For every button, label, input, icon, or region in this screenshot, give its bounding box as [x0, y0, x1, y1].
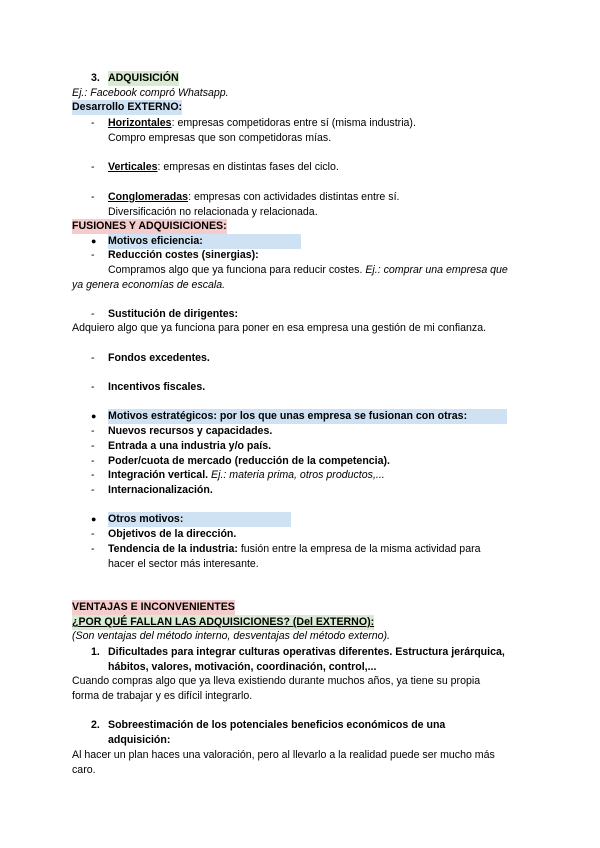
sinergias-line: [108, 263, 508, 278]
dash-marker: -: [91, 455, 95, 467]
heading-fusiones: FUSIONES Y ADQUISICIONES:: [72, 220, 227, 232]
heading-otros-motivos: Otros motivos:: [108, 512, 291, 527]
list-item-verticales: [108, 160, 339, 175]
point-number: 2.: [91, 719, 100, 731]
sinergias-title: Reducción costes (sinergias):: [108, 249, 259, 261]
dash-marker: -: [91, 543, 95, 555]
heading-motivos-estrategicos: Motivos estratégicos: por los que unas empresa se fusionan con otras:: [108, 409, 507, 424]
integracion-example: Ej.: materia prima, otros productos,...: [211, 469, 385, 481]
dash-marker: -: [91, 352, 95, 364]
list-item-horizontales: [108, 116, 416, 131]
dash-marker: -: [91, 161, 95, 173]
heading-por-que-fallan: ¿POR QUÉ FALLAN LAS ADQUISICIONES? (Del EXTERNO):: [72, 616, 375, 628]
point-1-text-continuation: forma de trabajar y es difícil integrarlo.: [72, 690, 253, 702]
point-2-text: Al hacer un plan haces una valoración, pero al llevarlo a la realidad puede ser mucho más: [72, 749, 495, 761]
dash-marker: -: [91, 469, 95, 481]
sinergias-example: Ej.: comprar una empresa que: [365, 264, 508, 276]
section-title: ADQUISICIÓN: [108, 72, 179, 84]
tendencia-title: Tendencia de la industria:: [108, 543, 238, 555]
point-2-title: Sobreestimación de los potenciales beneficios económicos de una: [108, 719, 446, 731]
tendencia-text: fusión entre la empresa de la misma actividad para: [237, 543, 481, 555]
list-item-estrategico: Nuevos recursos y capacidades.: [108, 425, 273, 437]
term-description: : empresas competidoras entre sí (misma industria).: [171, 117, 416, 129]
list-item-continuation: Compro empresas que son competidoras mías.: [108, 132, 332, 144]
dash-marker: -: [91, 528, 95, 540]
bullet-marker: ●: [91, 236, 97, 246]
point-1-text: Cuando compras algo que ya lleva existiendo durante muchos años, ya tiene su propia: [72, 675, 481, 687]
heading-motivos-eficiencia: Motivos eficiencia:: [108, 234, 301, 249]
heading-ventajas: VENTAJAS E INCONVENIENTES: [72, 601, 235, 613]
dash-marker: -: [91, 425, 95, 437]
incentivos-fiscales: Incentivos fiscales.: [108, 381, 206, 393]
integracion-title: Integración vertical.: [108, 469, 212, 481]
dash-marker: -: [91, 249, 95, 261]
bullet-marker: ●: [91, 514, 97, 524]
tendencia-continuation: hacer el sector más interesante.: [108, 558, 259, 570]
term: Horizontales: [108, 117, 172, 129]
term-description: : empresas en distintas fases del ciclo.: [157, 161, 339, 173]
example-text: Ej.: Facebook compró Whatsapp.: [72, 87, 229, 99]
dash-marker: -: [91, 484, 95, 496]
dash-marker: -: [91, 117, 95, 129]
dash-marker: -: [91, 440, 95, 452]
list-item-integracion: [108, 468, 385, 483]
list-item-continuation: Diversificación no relacionada y relacionada.: [108, 206, 318, 218]
list-item-estrategico: Entrada a una industria y/o país.: [108, 440, 272, 452]
point-1-title-continuation: hábitos, valores, motivación, coordinación, control,...: [108, 661, 377, 673]
point-1-title: Dificultades para integrar culturas operativas diferentes. Estructura jerárquica,: [108, 646, 505, 658]
point-number: 1.: [91, 646, 100, 658]
point-2-text-continuation: caro.: [72, 764, 96, 776]
point-2-title-continuation: adquisición:: [108, 734, 171, 746]
sinergias-text: Compramos algo que ya funciona para reducir costes.: [108, 264, 366, 276]
dash-marker: -: [91, 191, 95, 203]
term: Verticales: [108, 161, 158, 173]
sustitucion-title: Sustitución de dirigentes:: [108, 308, 239, 320]
dash-marker: -: [91, 381, 95, 393]
dash-marker: -: [91, 308, 95, 320]
tendencia-industria: [108, 542, 481, 557]
section-number: 3.: [91, 72, 100, 84]
term: Conglomeradas: [108, 191, 189, 203]
bullet-marker: ●: [91, 411, 97, 421]
subheading-desarrollo-externo: Desarrollo EXTERNO:: [72, 101, 183, 113]
sustitucion-text: Adquiero algo que ya funciona para poner en esa empresa una gestión de mi confianza.: [72, 322, 487, 334]
term-description: : empresas con actividades distintas entre sí.: [188, 191, 400, 203]
fondos-excedentes: Fondos excedentes.: [108, 352, 210, 364]
list-item-internacionalizacion: Internacionalización.: [108, 484, 213, 496]
note-text: (Son ventajas del método interno, desventajas del método externo).: [72, 630, 391, 642]
sinergias-example-continuation: ya genera economías de escala.: [72, 279, 226, 291]
list-item-conglomeradas: [108, 190, 399, 205]
list-item-estrategico: Poder/cuota de mercado (reducción de la competencia).: [108, 455, 390, 467]
objetivos-direccion: Objetivos de la dirección.: [108, 528, 237, 540]
